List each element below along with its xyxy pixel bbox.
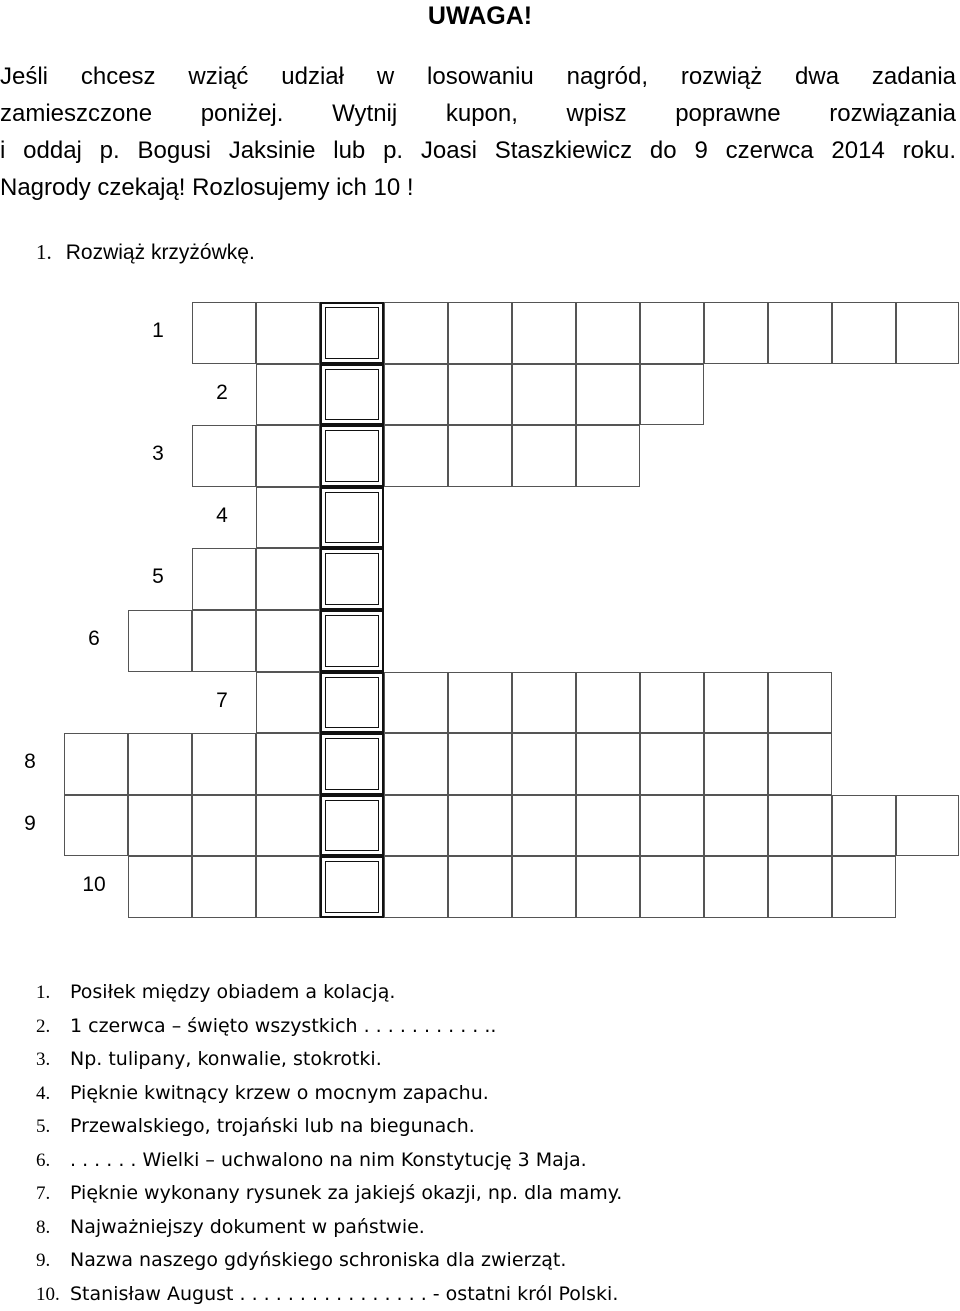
crossword-cell[interactable] <box>704 795 768 857</box>
crossword-cell[interactable] <box>192 548 256 610</box>
password-cell[interactable] <box>320 672 384 734</box>
crossword-cell[interactable] <box>256 548 320 610</box>
crossword-cell[interactable] <box>576 856 640 918</box>
intro-line: zamieszczone poniżej. Wytnij kupon, wpisz poprawne rozwiązania <box>0 95 956 132</box>
intro-paragraph <box>0 58 956 206</box>
intro-line: Jeśli chcesz wziąć udział w losowaniu nagród, rozwiąż dwa zadania <box>0 58 956 95</box>
crossword-cell[interactable] <box>576 672 640 734</box>
crossword-cell[interactable] <box>448 856 512 918</box>
crossword-cell[interactable] <box>448 364 512 426</box>
crossword-cell[interactable] <box>256 364 320 426</box>
crossword-cell[interactable] <box>128 795 192 857</box>
clue-text: Pięknie wykonany rysunek za jakiejś okazji, np. dla mamy. <box>70 1182 622 1204</box>
clue-number: 3. <box>36 1043 70 1076</box>
crossword-cell[interactable] <box>256 733 320 795</box>
crossword-cell[interactable] <box>256 610 320 672</box>
clue-number: 7. <box>36 1177 70 1210</box>
crossword-cell[interactable] <box>192 733 256 795</box>
crossword-cell[interactable] <box>448 425 512 487</box>
crossword-cell[interactable] <box>576 425 640 487</box>
password-cell[interactable] <box>320 364 384 426</box>
crossword-cell[interactable] <box>256 302 320 364</box>
crossword-cell[interactable] <box>640 856 704 918</box>
crossword-cell[interactable] <box>512 364 576 426</box>
clue-number: 10. <box>36 1278 70 1311</box>
clue-number: 6. <box>36 1144 70 1177</box>
clue-text: Przewalskiego, trojański lub na biegunach. <box>70 1115 475 1137</box>
crossword-cell[interactable] <box>512 425 576 487</box>
crossword-cell[interactable] <box>512 302 576 364</box>
clue-text: Np. tulipany, konwalie, stokrotki. <box>70 1048 382 1070</box>
row-number: 6 <box>74 627 114 651</box>
clue-text: 1 czerwca – święto wszystkich . . . . . . . . . . .. <box>70 1015 496 1037</box>
crossword-cell[interactable] <box>128 733 192 795</box>
crossword-cell[interactable] <box>256 795 320 857</box>
crossword-cell[interactable] <box>448 795 512 857</box>
crossword-cell[interactable] <box>832 856 896 918</box>
crossword-cell[interactable] <box>64 733 128 795</box>
crossword-cell[interactable] <box>640 672 704 734</box>
clue-list <box>36 976 622 1311</box>
crossword-cell[interactable] <box>576 364 640 426</box>
crossword-cell[interactable] <box>768 856 832 918</box>
crossword-cell[interactable] <box>512 795 576 857</box>
crossword-cell[interactable] <box>192 610 256 672</box>
crossword-cell[interactable] <box>768 733 832 795</box>
clue-number: 9. <box>36 1244 70 1277</box>
page-title: UWAGA! <box>0 2 960 31</box>
crossword-cell[interactable] <box>448 672 512 734</box>
row-number: 2 <box>202 381 242 405</box>
password-cell[interactable] <box>320 302 384 364</box>
row-number: 7 <box>202 689 242 713</box>
crossword-cell[interactable] <box>896 302 959 364</box>
password-cell[interactable] <box>320 610 384 672</box>
crossword-cell[interactable] <box>640 795 704 857</box>
row-number: 1 <box>138 319 178 343</box>
crossword-cell[interactable] <box>704 856 768 918</box>
crossword-cell[interactable] <box>64 795 128 857</box>
crossword-cell[interactable] <box>512 672 576 734</box>
intro-line: i oddaj p. Bogusi Jaksinie lub p. Joasi Staszkiewicz do 9 czerwca 2014 roku. <box>0 132 956 169</box>
crossword-cell[interactable] <box>384 302 448 364</box>
crossword-cell[interactable] <box>640 733 704 795</box>
password-cell[interactable] <box>320 487 384 549</box>
clue-text: Najważniejszy dokument w państwie. <box>70 1216 425 1238</box>
password-cell[interactable] <box>320 425 384 487</box>
clue-number: 8. <box>36 1211 70 1244</box>
row-number: 4 <box>202 504 242 528</box>
row-number: 10 <box>74 873 114 897</box>
clue-item <box>36 1144 622 1178</box>
crossword-cell[interactable] <box>768 672 832 734</box>
clue-number: 4. <box>36 1077 70 1110</box>
password-cell[interactable] <box>320 733 384 795</box>
crossword-cell[interactable] <box>448 302 512 364</box>
clue-text: Posiłek między obiadem a kolacją. <box>70 981 395 1003</box>
crossword-cell[interactable] <box>384 733 448 795</box>
intro-line: Nagrody czekają! Rozlosujemy ich 10 ! <box>0 169 956 206</box>
crossword-cell[interactable] <box>384 672 448 734</box>
row-number: 9 <box>10 812 50 836</box>
clue-text: Stanisław August . . . . . . . . . . . . . . . . - ostatni król Polski. <box>70 1283 618 1305</box>
crossword-cell[interactable] <box>640 364 704 426</box>
crossword-cell[interactable] <box>704 672 768 734</box>
crossword-cell[interactable] <box>256 487 320 549</box>
crossword-cell[interactable] <box>640 302 704 364</box>
task-number: 1. <box>36 240 52 264</box>
crossword-cell[interactable] <box>832 795 896 857</box>
crossword-cell[interactable] <box>128 610 192 672</box>
crossword-cell[interactable] <box>192 425 256 487</box>
crossword-cell[interactable] <box>448 733 512 795</box>
crossword-cell[interactable] <box>384 856 448 918</box>
crossword-cell[interactable] <box>384 795 448 857</box>
crossword-cell[interactable] <box>192 795 256 857</box>
crossword-cell[interactable] <box>512 733 576 795</box>
clue-item <box>36 1043 622 1077</box>
clue-text: . . . . . . Wielki – uchwalono na nim Konstytucję 3 Maja. <box>70 1149 587 1171</box>
crossword-cell[interactable] <box>832 302 896 364</box>
clue-item <box>36 1244 622 1278</box>
task-heading <box>36 240 255 265</box>
crossword-cell[interactable] <box>576 733 640 795</box>
crossword-cell[interactable] <box>896 795 959 857</box>
crossword-cell[interactable] <box>384 425 448 487</box>
clue-item <box>36 1278 622 1311</box>
crossword-cell[interactable] <box>192 302 256 364</box>
crossword-cell[interactable] <box>576 302 640 364</box>
crossword-cell[interactable] <box>256 856 320 918</box>
crossword-cell[interactable] <box>384 364 448 426</box>
row-number: 3 <box>138 442 178 466</box>
row-number: 5 <box>138 565 178 589</box>
password-cell[interactable] <box>320 856 384 918</box>
clue-number: 2. <box>36 1010 70 1043</box>
row-number: 8 <box>10 750 50 774</box>
clue-text: Pięknie kwitnący krzew o mocnym zapachu. <box>70 1082 489 1104</box>
crossword-cell[interactable] <box>512 856 576 918</box>
clue-item <box>36 1177 622 1211</box>
clue-item <box>36 1010 622 1044</box>
crossword-cell[interactable] <box>576 795 640 857</box>
crossword-cell[interactable] <box>256 425 320 487</box>
password-cell[interactable] <box>320 548 384 610</box>
crossword-cell[interactable] <box>192 856 256 918</box>
crossword-cell[interactable] <box>704 302 768 364</box>
password-cell[interactable] <box>320 795 384 857</box>
task-text: Rozwiąż krzyżówkę. <box>66 241 255 264</box>
crossword-cell[interactable] <box>704 733 768 795</box>
clue-number: 5. <box>36 1110 70 1143</box>
crossword-cell[interactable] <box>128 856 192 918</box>
crossword-cell[interactable] <box>768 302 832 364</box>
clue-item <box>36 1211 622 1245</box>
crossword-cell[interactable] <box>256 672 320 734</box>
clue-text: Nazwa naszego gdyńskiego schroniska dla zwierząt. <box>70 1249 566 1271</box>
clue-item <box>36 1110 622 1144</box>
clue-number: 1. <box>36 976 70 1009</box>
clue-item <box>36 1077 622 1111</box>
clue-item <box>36 976 622 1010</box>
crossword-cell[interactable] <box>768 795 832 857</box>
